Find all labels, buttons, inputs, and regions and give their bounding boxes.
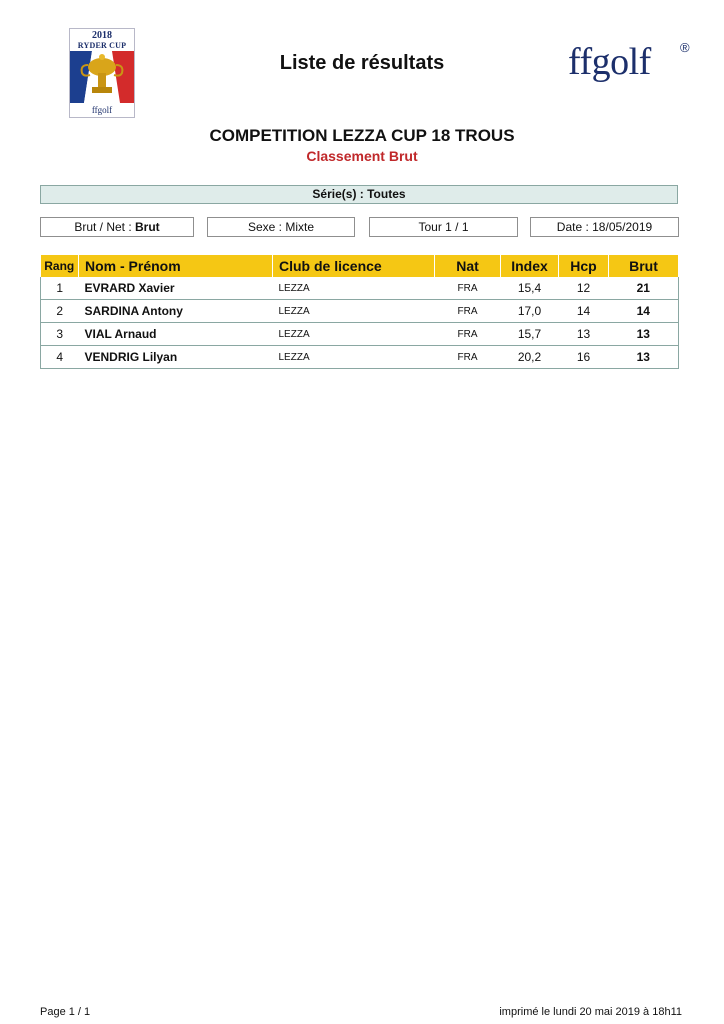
registered-icon: ® <box>680 40 690 55</box>
table-row <box>41 323 679 346</box>
cell-club: LEZZA <box>273 300 435 323</box>
sexe-box <box>207 217 355 237</box>
cell-nat: FRA <box>435 300 501 323</box>
page-title: Liste de résultats <box>279 52 445 74</box>
brut-net-value: Brut <box>135 220 160 234</box>
cell-index: 17,0 <box>501 300 559 323</box>
competition-title: COMPETITION LEZZA CUP 18 TROUS <box>209 126 515 145</box>
sexe-value: Mixte <box>285 220 315 234</box>
results-header-row <box>41 255 679 277</box>
cell-rang: 1 <box>41 277 79 300</box>
brut-net-box <box>40 217 194 237</box>
col-header-rang: Rang <box>41 255 79 277</box>
sexe-label: Sexe : <box>247 220 282 234</box>
cell-index: 15,4 <box>501 277 559 300</box>
col-header-nat: Nat <box>435 255 501 277</box>
cell-nat: FRA <box>435 323 501 346</box>
col-header-brut: Brut <box>609 255 679 277</box>
table-row <box>41 300 679 323</box>
ryder-logo-brand: ffgolf <box>91 105 113 115</box>
col-header-club: Club de licence <box>273 255 435 277</box>
cell-name: VIAL Arnaud <box>79 323 273 346</box>
ryder-logo-text: RYDER CUP <box>77 41 127 50</box>
cell-name: SARDINA Antony <box>79 300 273 323</box>
cell-brut: 13 <box>609 346 679 369</box>
tour-box: Tour 1 / 1 <box>369 217 518 237</box>
cell-club: LEZZA <box>273 323 435 346</box>
cell-rang: 3 <box>41 323 79 346</box>
cell-rang: 2 <box>41 300 79 323</box>
cell-name: VENDRIG Lilyan <box>79 346 273 369</box>
cell-hcp: 13 <box>559 323 609 346</box>
table-row <box>41 277 679 300</box>
cell-name: EVRARD Xavier <box>79 277 273 300</box>
cell-hcp: 12 <box>559 277 609 300</box>
results-table <box>40 255 679 369</box>
ffgolf-logo <box>568 40 698 92</box>
competition-subtitle: Classement Brut <box>306 148 418 164</box>
cell-index: 20,2 <box>501 346 559 369</box>
table-row <box>41 346 679 369</box>
date-box: Date : 18/05/2019 <box>530 217 679 237</box>
page-number: Page 1 / 1 <box>40 1006 91 1018</box>
ryder-logo-year: 2018 <box>92 30 112 41</box>
cell-club: LEZZA <box>273 277 435 300</box>
cell-club: LEZZA <box>273 346 435 369</box>
cell-index: 15,7 <box>501 323 559 346</box>
series-bar: Série(s) : Toutes <box>40 185 678 204</box>
cell-brut: 14 <box>609 300 679 323</box>
cell-hcp: 16 <box>559 346 609 369</box>
cell-brut: 13 <box>609 323 679 346</box>
col-header-index: Index <box>501 255 559 277</box>
cell-hcp: 14 <box>559 300 609 323</box>
col-header-name: Nom - Prénom <box>79 255 273 277</box>
print-timestamp: imprimé le lundi 20 mai 2019 à 18h11 <box>499 1006 682 1018</box>
cell-brut: 21 <box>609 277 679 300</box>
cell-rang: 4 <box>41 346 79 369</box>
brut-net-label: Brut / Net : <box>74 220 132 234</box>
ffgolf-logo-text: ffgolf <box>568 41 651 83</box>
col-header-hcp: Hcp <box>559 255 609 277</box>
cell-nat: FRA <box>435 277 501 300</box>
cell-nat: FRA <box>435 346 501 369</box>
